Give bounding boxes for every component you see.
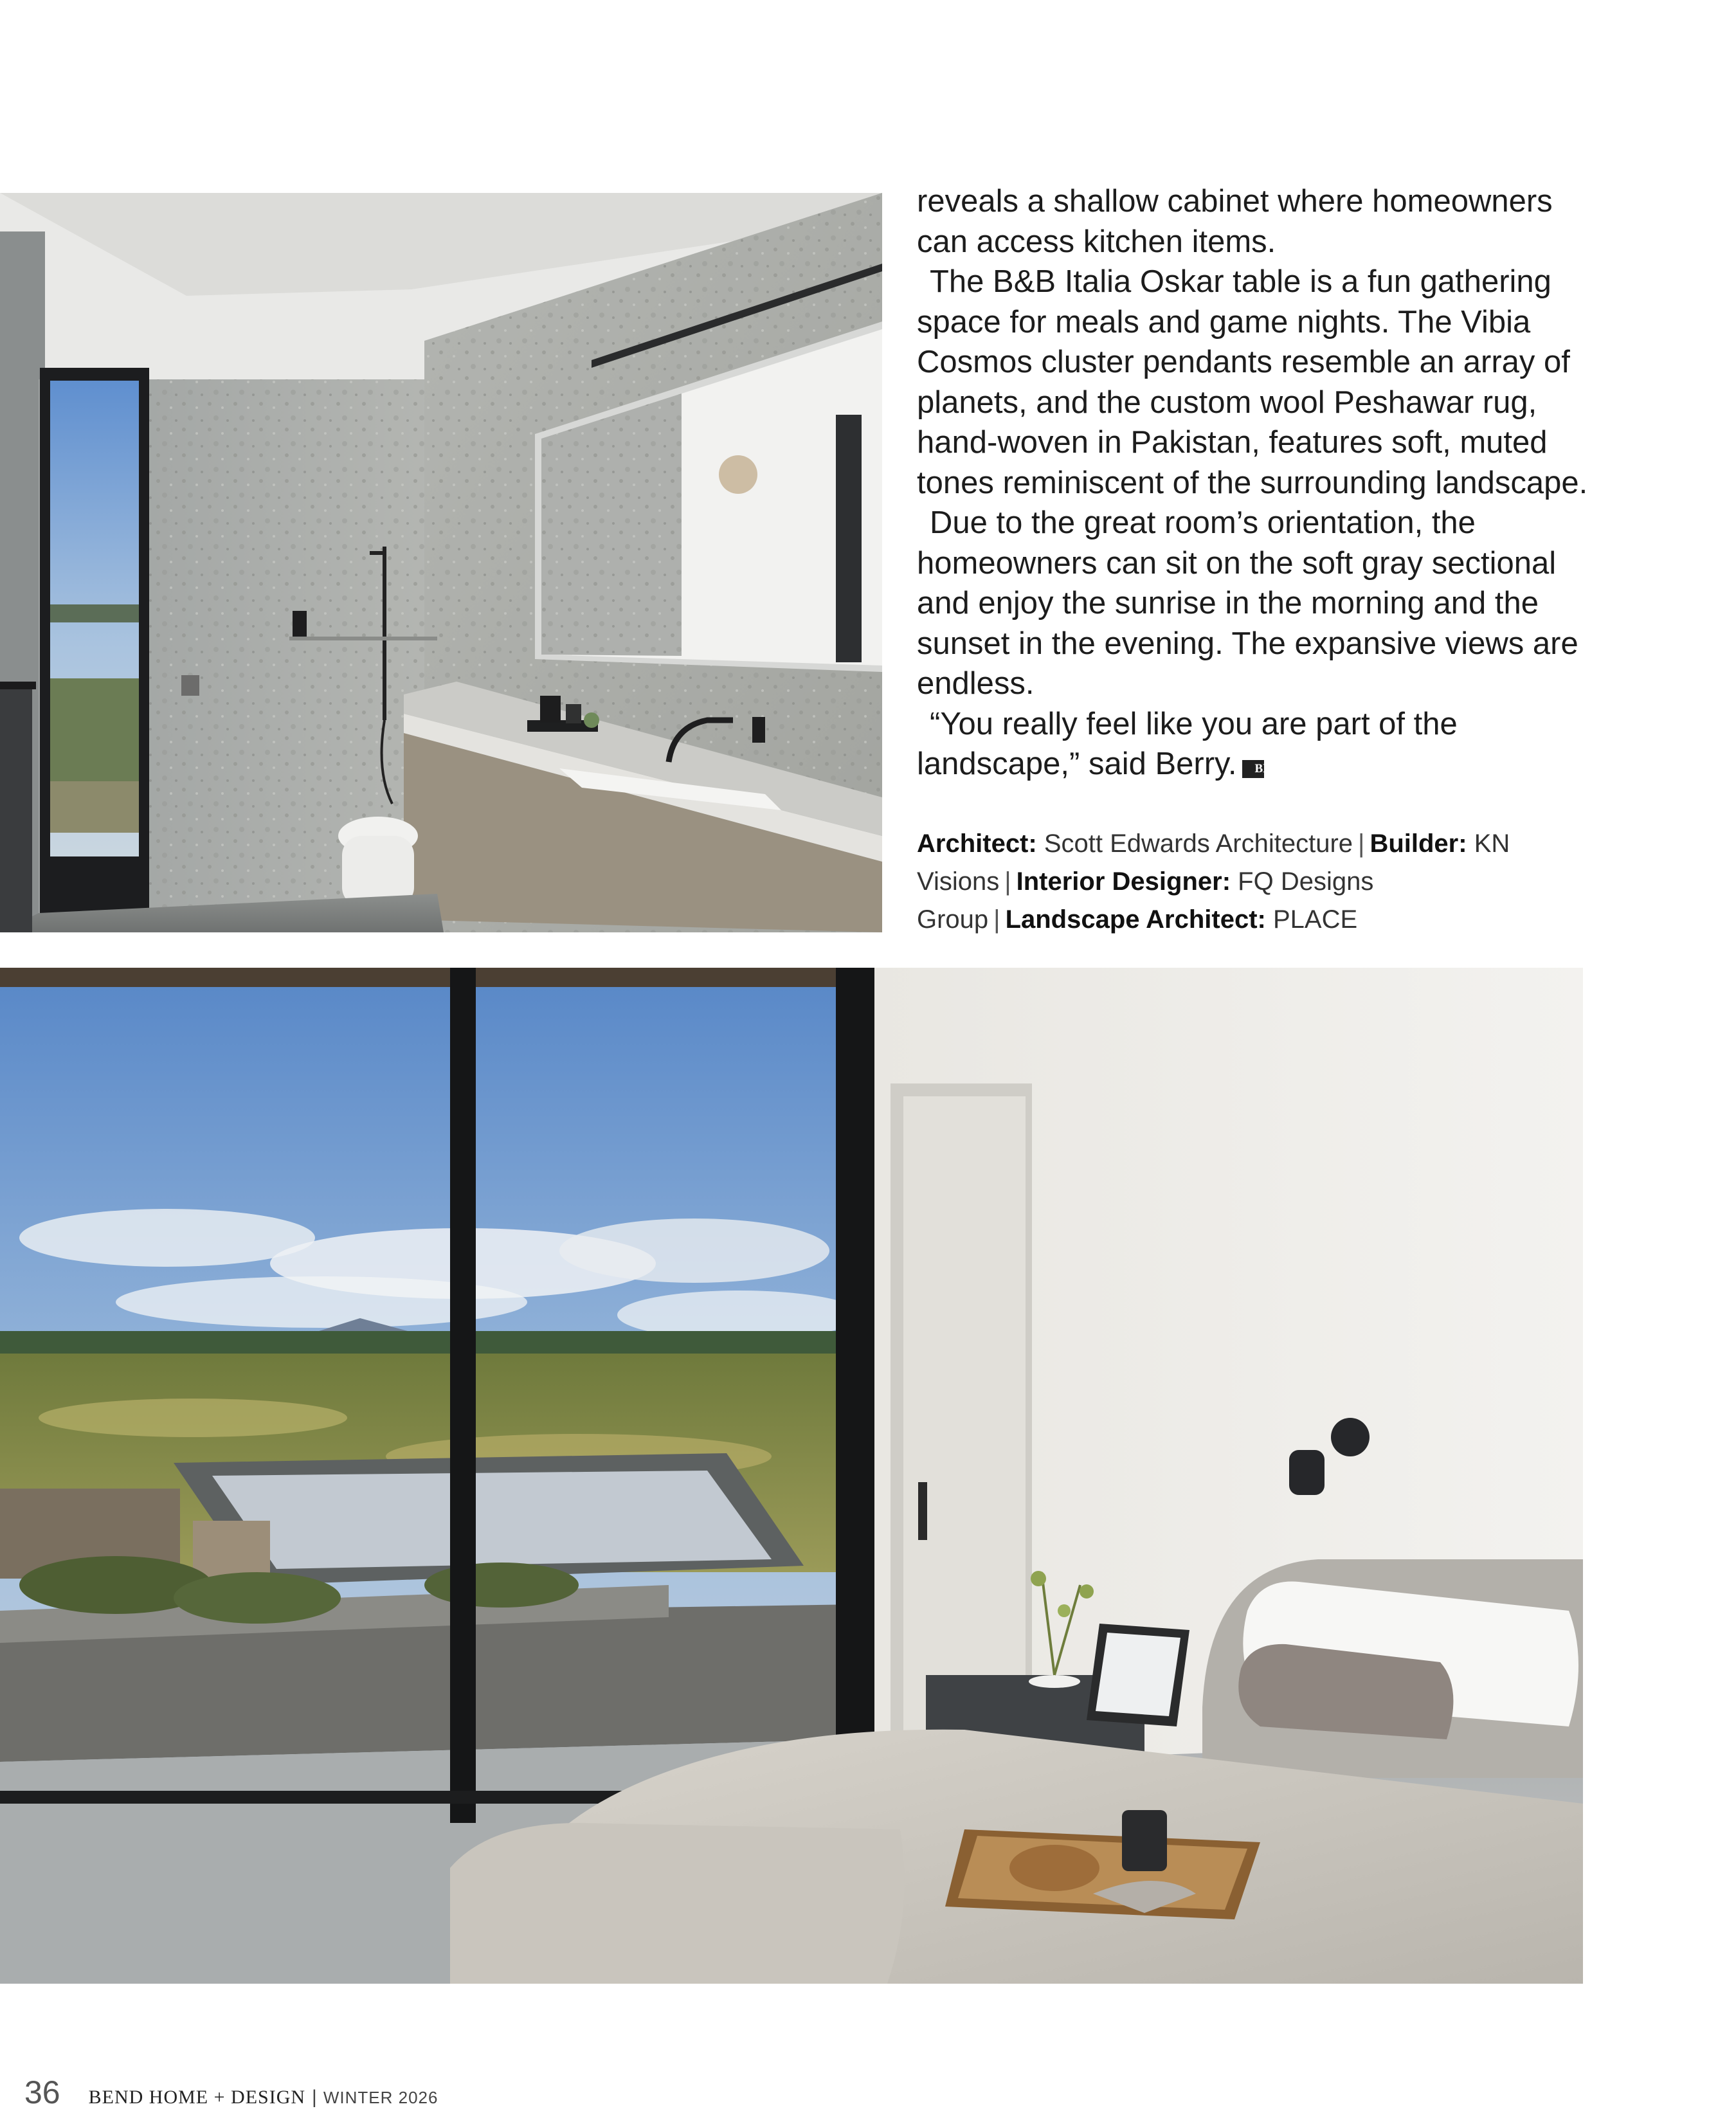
article-paragraph: reveals a shallow cabinet where homeowners can access kitchen items.	[917, 184, 1553, 259]
bathroom-illustration	[0, 193, 882, 932]
end-mark-icon: BH	[1242, 760, 1264, 778]
article-paragraph: The B&B Italia Oskar table is a fun gathering space for meals and game nights. The Vibia Cosmos cluster pendants resemble an array of planets, and the custom wool Peshawar rug, hand-woven in Pakistan, features soft, muted tones reminiscent of the surrounding landscape.	[917, 264, 1588, 500]
article-paragraph: Due to the great room’s orientation, the homeowners can sit on the soft gray sectional and enjoy the sunrise in the morning and the sunset in the evening. The expansive views are endless.	[917, 505, 1578, 701]
page-footer	[24, 2074, 438, 2111]
issue-label: WINTER 2026	[323, 2088, 439, 2107]
interior-designer-label: Interior Designer:	[1016, 867, 1231, 896]
credit-separator: |	[993, 905, 1000, 934]
quote-text: “You really feel like you are part of the landscape,” said Berry.	[917, 706, 1458, 781]
interior-designer-name: FQ Designs Group	[917, 867, 1374, 934]
magazine-name: BEND HOME + DESIGN	[88, 2087, 306, 2108]
bathroom-photo	[0, 193, 882, 932]
landscape-architect-label: Landscape Architect:	[1005, 905, 1266, 934]
credit-separator: |	[1358, 829, 1365, 858]
bedroom-photo	[0, 968, 1583, 1984]
builder-label: Builder:	[1370, 829, 1467, 858]
project-credits	[917, 825, 1592, 939]
page-number: 36	[24, 2074, 60, 2110]
builder-name: KN Visions	[917, 829, 1510, 896]
article-paragraph	[917, 704, 1592, 784]
landscape-architect-name: PLACE	[1272, 905, 1358, 934]
footer-separator: |	[312, 2087, 317, 2108]
architect-label: Architect:	[917, 829, 1037, 858]
credit-separator: |	[1004, 867, 1011, 896]
article-body	[917, 181, 1592, 784]
architect-name: Scott Edwards Architecture	[1044, 829, 1353, 858]
bedroom-illustration	[0, 968, 1583, 1984]
